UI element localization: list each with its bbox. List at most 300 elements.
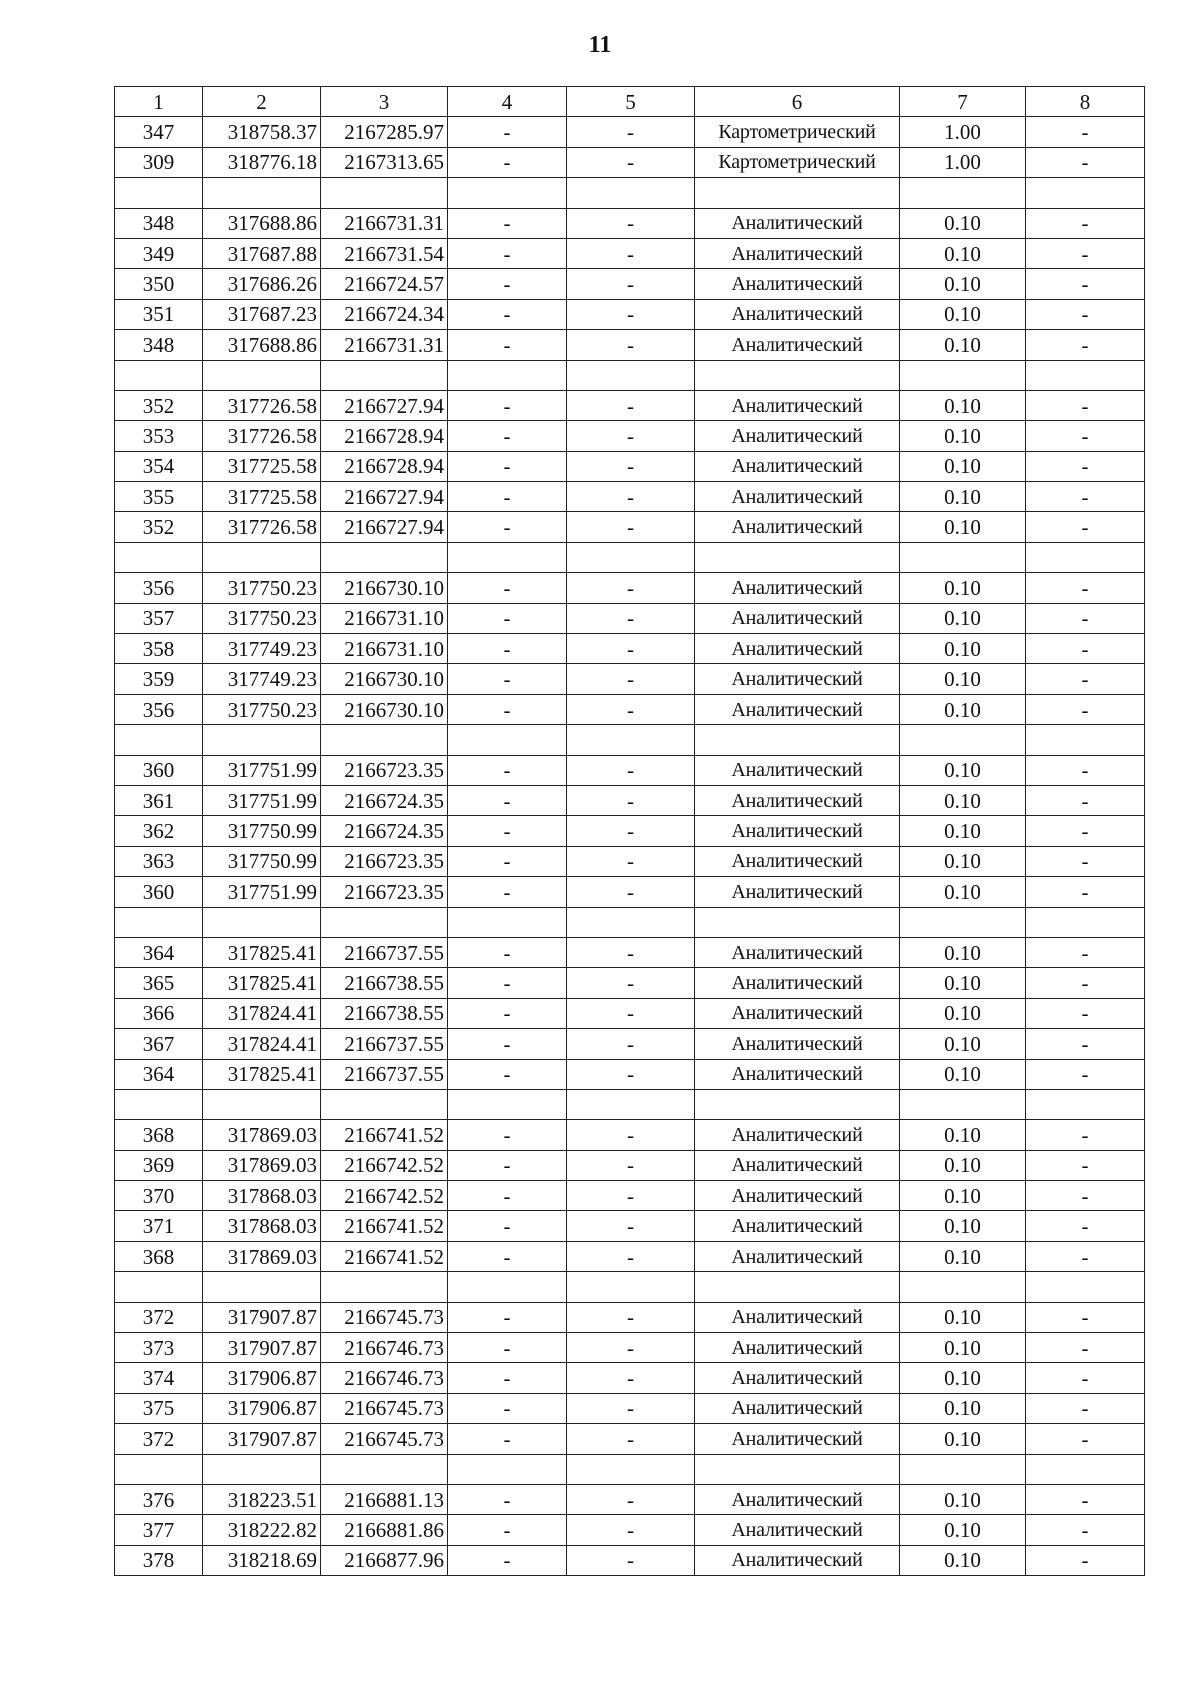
point-number-cell: 362 (115, 816, 203, 846)
x-coordinate-cell: 317751.99 (203, 755, 321, 785)
accuracy-cell: 0.10 (900, 1181, 1026, 1211)
x-coordinate-cell: 317868.03 (203, 1211, 321, 1241)
spacer-row (115, 907, 1145, 937)
col-5-value-cell (567, 1272, 695, 1302)
table-row (115, 846, 1145, 876)
x-coordinate-cell: 317825.41 (203, 937, 321, 967)
accuracy-cell: 0.10 (900, 238, 1026, 268)
point-number-cell: 364 (115, 937, 203, 967)
y-coordinate-cell: 2166745.73 (321, 1393, 448, 1423)
col-4-value-cell: - (448, 390, 567, 420)
col-4-value-cell: - (448, 634, 567, 664)
col-8-value-cell: - (1026, 208, 1145, 238)
y-coordinate-cell: 2166742.52 (321, 1150, 448, 1180)
table-row (115, 1302, 1145, 1332)
col-4-value-cell: - (448, 208, 567, 238)
accuracy-cell: 0.10 (900, 634, 1026, 664)
point-number-cell: 357 (115, 603, 203, 633)
x-coordinate-cell: 317869.03 (203, 1150, 321, 1180)
col-5-value-cell: - (567, 208, 695, 238)
table-row (115, 1120, 1145, 1150)
method-cell: Аналитический (695, 482, 900, 512)
x-coordinate-cell: 317726.58 (203, 512, 321, 542)
col-5-value-cell: - (567, 1393, 695, 1423)
accuracy-cell: 0.10 (900, 299, 1026, 329)
accuracy-cell: 1.00 (900, 147, 1026, 177)
col-4-value-cell: - (448, 1363, 567, 1393)
accuracy-cell: 0.10 (900, 1333, 1026, 1363)
method-cell: Аналитический (695, 1363, 900, 1393)
col-4-value-cell: - (448, 785, 567, 815)
col-5-value-cell: - (567, 1515, 695, 1545)
col-8-value-cell: - (1026, 634, 1145, 664)
point-number-cell: 356 (115, 694, 203, 724)
y-coordinate-cell (321, 725, 448, 755)
col-8-value-cell: - (1026, 1211, 1145, 1241)
col-4-value-cell: - (448, 937, 567, 967)
table-row (115, 1515, 1145, 1545)
point-number-cell: 360 (115, 877, 203, 907)
accuracy-cell: 0.10 (900, 755, 1026, 785)
accuracy-cell: 0.10 (900, 937, 1026, 967)
col-8-value-cell: - (1026, 998, 1145, 1028)
col-5-value-cell: - (567, 482, 695, 512)
col-8-value-cell: - (1026, 664, 1145, 694)
table-row (115, 573, 1145, 603)
point-number-cell: 372 (115, 1302, 203, 1332)
y-coordinate-cell: 2166730.10 (321, 664, 448, 694)
method-cell: Аналитический (695, 877, 900, 907)
column-header-4: 4 (448, 87, 567, 117)
column-header-8: 8 (1026, 87, 1145, 117)
x-coordinate-cell: 317825.41 (203, 968, 321, 998)
x-coordinate-cell (203, 725, 321, 755)
point-number-cell: 348 (115, 330, 203, 360)
col-5-value-cell: - (567, 1241, 695, 1271)
point-number-cell: 359 (115, 664, 203, 694)
accuracy-cell: 0.10 (900, 269, 1026, 299)
y-coordinate-cell: 2166741.52 (321, 1120, 448, 1150)
y-coordinate-cell (321, 178, 448, 208)
col-4-value-cell: - (448, 694, 567, 724)
col-8-value-cell: - (1026, 1363, 1145, 1393)
column-header-3: 3 (321, 87, 448, 117)
col-5-value-cell: - (567, 1029, 695, 1059)
col-4-value-cell: - (448, 238, 567, 268)
col-8-value-cell: - (1026, 573, 1145, 603)
col-5-value-cell: - (567, 968, 695, 998)
point-number-cell: 374 (115, 1363, 203, 1393)
col-8-value-cell: - (1026, 755, 1145, 785)
point-number-cell (115, 907, 203, 937)
col-8-value-cell: - (1026, 1059, 1145, 1089)
col-4-value-cell: - (448, 1484, 567, 1514)
table-row (115, 512, 1145, 542)
col-5-value-cell: - (567, 1059, 695, 1089)
col-8-value-cell (1026, 360, 1145, 390)
col-4-value-cell: - (448, 1029, 567, 1059)
accuracy-cell: 0.10 (900, 390, 1026, 420)
method-cell (695, 542, 900, 572)
x-coordinate-cell: 317906.87 (203, 1363, 321, 1393)
column-header-7: 7 (900, 87, 1026, 117)
col-5-value-cell: - (567, 816, 695, 846)
page-number: 11 (588, 32, 612, 58)
x-coordinate-cell: 317726.58 (203, 390, 321, 420)
col-4-value-cell: - (448, 117, 567, 147)
point-number-cell: 368 (115, 1241, 203, 1271)
table-row (115, 877, 1145, 907)
method-cell: Аналитический (695, 390, 900, 420)
point-number-cell: 361 (115, 785, 203, 815)
col-8-value-cell: - (1026, 482, 1145, 512)
x-coordinate-cell: 317749.23 (203, 664, 321, 694)
y-coordinate-cell: 2166727.94 (321, 482, 448, 512)
point-number-cell: 309 (115, 147, 203, 177)
y-coordinate-cell: 2166723.35 (321, 877, 448, 907)
table-body (115, 117, 1145, 1576)
col-5-value-cell (567, 360, 695, 390)
col-5-value-cell: - (567, 1333, 695, 1363)
col-8-value-cell: - (1026, 1120, 1145, 1150)
table-row (115, 816, 1145, 846)
col-8-value-cell: - (1026, 117, 1145, 147)
y-coordinate-cell: 2166724.35 (321, 785, 448, 815)
y-coordinate-cell (321, 907, 448, 937)
col-8-value-cell: - (1026, 694, 1145, 724)
table-row (115, 1150, 1145, 1180)
point-number-cell (115, 542, 203, 572)
method-cell (695, 725, 900, 755)
x-coordinate-cell: 317687.23 (203, 299, 321, 329)
spacer-row (115, 1454, 1145, 1484)
col-4-value-cell: - (448, 968, 567, 998)
col-8-value-cell: - (1026, 603, 1145, 633)
accuracy-cell (900, 1454, 1026, 1484)
x-coordinate-cell: 317907.87 (203, 1333, 321, 1363)
table-row (115, 785, 1145, 815)
col-8-value-cell (1026, 907, 1145, 937)
accuracy-cell (900, 907, 1026, 937)
x-coordinate-cell: 317824.41 (203, 1029, 321, 1059)
table-header-row (115, 87, 1145, 117)
coordinates-table (114, 86, 1145, 1576)
method-cell: Аналитический (695, 664, 900, 694)
spacer-row (115, 542, 1145, 572)
accuracy-cell (900, 725, 1026, 755)
col-8-value-cell (1026, 1454, 1145, 1484)
point-number-cell: 354 (115, 451, 203, 481)
y-coordinate-cell: 2166881.13 (321, 1484, 448, 1514)
accuracy-cell: 0.10 (900, 816, 1026, 846)
x-coordinate-cell: 317868.03 (203, 1181, 321, 1211)
y-coordinate-cell: 2166723.35 (321, 755, 448, 785)
accuracy-cell: 0.10 (900, 1393, 1026, 1423)
method-cell: Аналитический (695, 1484, 900, 1514)
point-number-cell: 363 (115, 846, 203, 876)
method-cell: Аналитический (695, 421, 900, 451)
point-number-cell: 368 (115, 1120, 203, 1150)
x-coordinate-cell: 318223.51 (203, 1484, 321, 1514)
y-coordinate-cell: 2166745.73 (321, 1302, 448, 1332)
y-coordinate-cell: 2166724.57 (321, 269, 448, 299)
col-5-value-cell: - (567, 1120, 695, 1150)
spacer-row (115, 178, 1145, 208)
x-coordinate-cell: 317750.99 (203, 816, 321, 846)
table-row (115, 421, 1145, 451)
point-number-cell (115, 1089, 203, 1119)
col-5-value-cell: - (567, 269, 695, 299)
col-8-value-cell: - (1026, 299, 1145, 329)
x-coordinate-cell: 318758.37 (203, 117, 321, 147)
point-number-cell (115, 725, 203, 755)
method-cell: Аналитический (695, 968, 900, 998)
col-8-value-cell: - (1026, 1302, 1145, 1332)
col-8-value-cell: - (1026, 846, 1145, 876)
col-4-value-cell: - (448, 816, 567, 846)
point-number-cell: 355 (115, 482, 203, 512)
table-row (115, 1484, 1145, 1514)
table-row (115, 998, 1145, 1028)
col-5-value-cell (567, 1454, 695, 1484)
col-4-value-cell: - (448, 269, 567, 299)
point-number-cell (115, 1454, 203, 1484)
point-number-cell: 364 (115, 1059, 203, 1089)
y-coordinate-cell: 2166737.55 (321, 1059, 448, 1089)
table-row (115, 1029, 1145, 1059)
col-4-value-cell: - (448, 482, 567, 512)
col-8-value-cell: - (1026, 877, 1145, 907)
table-row (115, 755, 1145, 785)
table-row (115, 634, 1145, 664)
col-4-value-cell (448, 725, 567, 755)
x-coordinate-cell: 317688.86 (203, 330, 321, 360)
accuracy-cell: 0.10 (900, 573, 1026, 603)
point-number-cell: 371 (115, 1211, 203, 1241)
point-number-cell: 377 (115, 1515, 203, 1545)
accuracy-cell: 0.10 (900, 1150, 1026, 1180)
method-cell: Аналитический (695, 937, 900, 967)
col-4-value-cell (448, 907, 567, 937)
table-row (115, 937, 1145, 967)
col-5-value-cell (567, 178, 695, 208)
method-cell: Аналитический (695, 330, 900, 360)
col-5-value-cell: - (567, 330, 695, 360)
method-cell: Аналитический (695, 816, 900, 846)
method-cell (695, 360, 900, 390)
y-coordinate-cell: 2166741.52 (321, 1211, 448, 1241)
accuracy-cell: 0.10 (900, 968, 1026, 998)
method-cell (695, 907, 900, 937)
y-coordinate-cell: 2166727.94 (321, 512, 448, 542)
method-cell: Аналитический (695, 755, 900, 785)
method-cell: Аналитический (695, 1211, 900, 1241)
table-row (115, 1333, 1145, 1363)
table-row (115, 330, 1145, 360)
x-coordinate-cell: 317751.99 (203, 877, 321, 907)
accuracy-cell: 0.10 (900, 451, 1026, 481)
col-8-value-cell: - (1026, 937, 1145, 967)
x-coordinate-cell (203, 360, 321, 390)
method-cell: Аналитический (695, 1333, 900, 1363)
point-number-cell (115, 360, 203, 390)
col-4-value-cell: - (448, 1120, 567, 1150)
table-row (115, 664, 1145, 694)
table-row (115, 1393, 1145, 1423)
y-coordinate-cell: 2166727.94 (321, 390, 448, 420)
y-coordinate-cell: 2166730.10 (321, 573, 448, 603)
table-row (115, 269, 1145, 299)
col-5-value-cell: - (567, 451, 695, 481)
y-coordinate-cell: 2166728.94 (321, 421, 448, 451)
accuracy-cell: 0.10 (900, 1363, 1026, 1393)
col-4-value-cell: - (448, 1515, 567, 1545)
point-number-cell: 348 (115, 208, 203, 238)
method-cell (695, 1089, 900, 1119)
col-4-value-cell: - (448, 1424, 567, 1454)
x-coordinate-cell: 317907.87 (203, 1424, 321, 1454)
y-coordinate-cell (321, 1272, 448, 1302)
col-4-value-cell: - (448, 846, 567, 876)
col-5-value-cell: - (567, 1484, 695, 1514)
col-5-value-cell: - (567, 299, 695, 329)
method-cell: Аналитический (695, 998, 900, 1028)
x-coordinate-cell: 317824.41 (203, 998, 321, 1028)
method-cell: Аналитический (695, 269, 900, 299)
col-8-value-cell: - (1026, 512, 1145, 542)
col-8-value-cell: - (1026, 1393, 1145, 1423)
col-5-value-cell: - (567, 664, 695, 694)
method-cell: Картометрический (695, 147, 900, 177)
col-8-value-cell: - (1026, 1029, 1145, 1059)
accuracy-cell: 0.10 (900, 1545, 1026, 1575)
y-coordinate-cell: 2166731.31 (321, 208, 448, 238)
col-8-value-cell: - (1026, 1515, 1145, 1545)
col-5-value-cell: - (567, 998, 695, 1028)
y-coordinate-cell: 2166724.35 (321, 816, 448, 846)
col-8-value-cell: - (1026, 968, 1145, 998)
x-coordinate-cell: 317750.99 (203, 846, 321, 876)
accuracy-cell: 0.10 (900, 1424, 1026, 1454)
method-cell: Аналитический (695, 238, 900, 268)
x-coordinate-cell: 317687.88 (203, 238, 321, 268)
method-cell: Аналитический (695, 573, 900, 603)
col-5-value-cell: - (567, 694, 695, 724)
accuracy-cell (900, 542, 1026, 572)
method-cell: Аналитический (695, 1029, 900, 1059)
accuracy-cell: 0.10 (900, 208, 1026, 238)
col-4-value-cell: - (448, 1059, 567, 1089)
point-number-cell: 352 (115, 512, 203, 542)
point-number-cell: 378 (115, 1545, 203, 1575)
method-cell: Картометрический (695, 117, 900, 147)
point-number-cell: 375 (115, 1393, 203, 1423)
point-number-cell: 350 (115, 269, 203, 299)
col-5-value-cell: - (567, 937, 695, 967)
x-coordinate-cell: 317907.87 (203, 1302, 321, 1332)
x-coordinate-cell: 317825.41 (203, 1059, 321, 1089)
table-row (115, 1545, 1145, 1575)
accuracy-cell: 0.10 (900, 1484, 1026, 1514)
y-coordinate-cell: 2166731.31 (321, 330, 448, 360)
accuracy-cell: 0.10 (900, 1029, 1026, 1059)
col-4-value-cell (448, 360, 567, 390)
point-number-cell: 376 (115, 1484, 203, 1514)
method-cell: Аналитический (695, 1515, 900, 1545)
x-coordinate-cell: 317869.03 (203, 1241, 321, 1271)
col-4-value-cell: - (448, 664, 567, 694)
col-8-value-cell: - (1026, 1333, 1145, 1363)
x-coordinate-cell (203, 1454, 321, 1484)
table-row (115, 299, 1145, 329)
method-cell: Аналитический (695, 1120, 900, 1150)
col-5-value-cell: - (567, 1211, 695, 1241)
x-coordinate-cell (203, 907, 321, 937)
method-cell: Аналитический (695, 1302, 900, 1332)
col-4-value-cell: - (448, 1241, 567, 1271)
col-4-value-cell: - (448, 755, 567, 785)
col-5-value-cell (567, 907, 695, 937)
y-coordinate-cell (321, 542, 448, 572)
table-row (115, 694, 1145, 724)
method-cell: Аналитический (695, 451, 900, 481)
y-coordinate-cell: 2166745.73 (321, 1424, 448, 1454)
col-5-value-cell: - (567, 1150, 695, 1180)
col-4-value-cell (448, 1272, 567, 1302)
table-row (115, 147, 1145, 177)
col-4-value-cell: - (448, 147, 567, 177)
table-row (115, 1181, 1145, 1211)
col-4-value-cell: - (448, 603, 567, 633)
col-5-value-cell: - (567, 512, 695, 542)
y-coordinate-cell: 2166738.55 (321, 968, 448, 998)
col-8-value-cell: - (1026, 238, 1145, 268)
x-coordinate-cell (203, 542, 321, 572)
col-5-value-cell: - (567, 1424, 695, 1454)
col-8-value-cell (1026, 1272, 1145, 1302)
accuracy-cell: 0.10 (900, 1302, 1026, 1332)
col-4-value-cell (448, 1089, 567, 1119)
col-5-value-cell: - (567, 573, 695, 603)
point-number-cell: 353 (115, 421, 203, 451)
col-5-value-cell: - (567, 1545, 695, 1575)
accuracy-cell: 1.00 (900, 117, 1026, 147)
col-4-value-cell (448, 178, 567, 208)
method-cell: Аналитический (695, 1393, 900, 1423)
accuracy-cell: 0.10 (900, 1515, 1026, 1545)
col-5-value-cell (567, 725, 695, 755)
method-cell: Аналитический (695, 208, 900, 238)
col-8-value-cell: - (1026, 1484, 1145, 1514)
point-number-cell: 369 (115, 1150, 203, 1180)
y-coordinate-cell: 2166877.96 (321, 1545, 448, 1575)
accuracy-cell: 0.10 (900, 512, 1026, 542)
table-row (115, 1241, 1145, 1271)
spacer-row (115, 725, 1145, 755)
col-5-value-cell (567, 542, 695, 572)
col-8-value-cell: - (1026, 1241, 1145, 1271)
y-coordinate-cell (321, 1089, 448, 1119)
point-number-cell: 347 (115, 117, 203, 147)
col-8-value-cell: - (1026, 1181, 1145, 1211)
col-4-value-cell: - (448, 1333, 567, 1363)
method-cell: Аналитический (695, 1241, 900, 1271)
y-coordinate-cell: 2166730.10 (321, 694, 448, 724)
method-cell (695, 178, 900, 208)
x-coordinate-cell: 317750.23 (203, 603, 321, 633)
col-4-value-cell: - (448, 998, 567, 1028)
col-5-value-cell: - (567, 877, 695, 907)
